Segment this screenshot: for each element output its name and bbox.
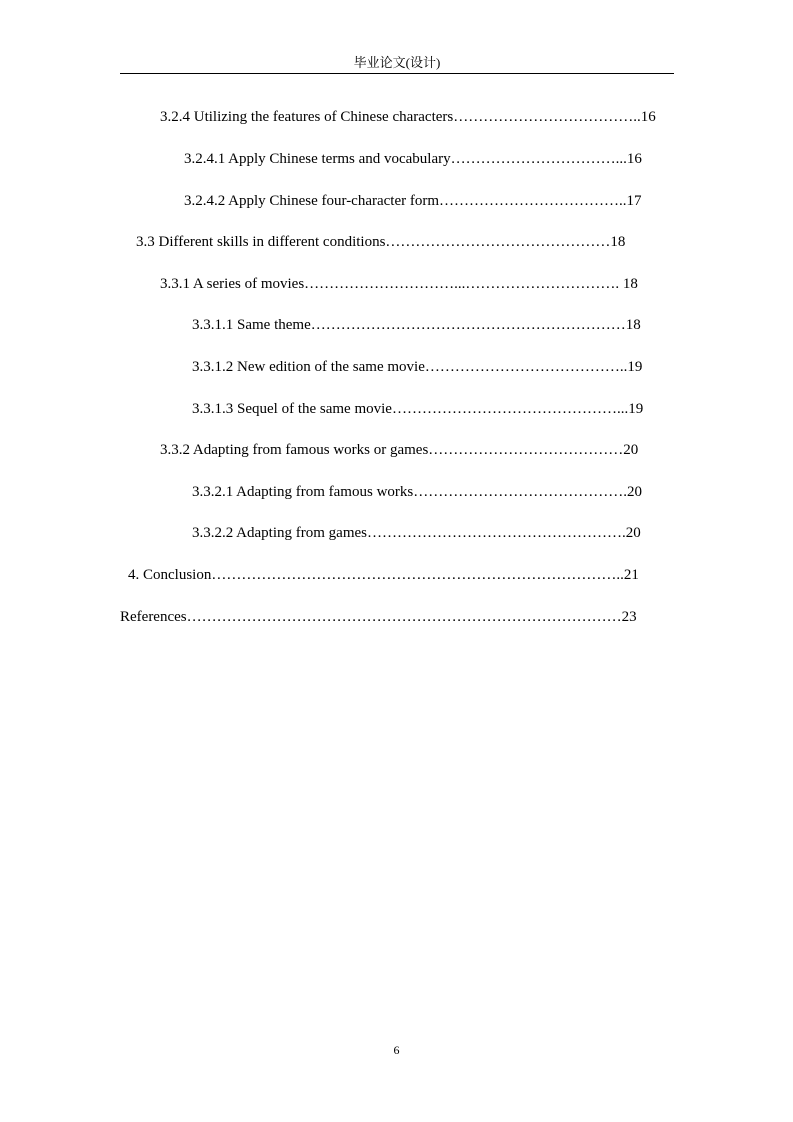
toc-entry-3-2-4-2[interactable]: 3.2.4.2 Apply Chinese four-character form………………………………..17: [184, 193, 642, 209]
toc-entry-3-2-4[interactable]: 3.2.4 Utilizing the features of Chinese characters………………………………..16: [160, 109, 656, 125]
toc-entry-3-3[interactable]: 3.3 Different skills in different conditions………………………………………18: [136, 234, 626, 250]
toc-entry-3-3-1-2[interactable]: 3.3.1.2 New edition of the same movie…………………………………..19: [192, 359, 643, 375]
toc-entry-3-3-2-2[interactable]: 3.3.2.2 Adapting from games…………………………………………….20: [192, 525, 641, 541]
toc-entry-3-3-1-1[interactable]: 3.3.1.1 Same theme………………………………………………………18: [192, 317, 641, 333]
page-number: 6: [393, 1043, 400, 1057]
toc-entry-3-3-2-1[interactable]: 3.3.2.1 Adapting from famous works…………………………………….20: [192, 484, 642, 500]
toc-entry-3-2-4-1[interactable]: 3.2.4.1 Apply Chinese terms and vocabulary……………………………...16: [184, 151, 642, 167]
toc-entry-4-conclusion[interactable]: 4. Conclusion………………………………………………………………………..21: [128, 567, 639, 583]
running-header: 毕业论文(设计): [353, 55, 441, 70]
toc-entry-3-3-2[interactable]: 3.3.2 Adapting from famous works or games…………………………………20: [160, 442, 639, 458]
header-divider: [120, 73, 674, 74]
toc-entry-3-3-1[interactable]: 3.3.1 A series of movies…………………………...…………………………. 18: [160, 276, 638, 292]
toc-entry-3-3-1-3[interactable]: 3.3.1.3 Sequel of the same movie………………………………………...19: [192, 401, 644, 417]
toc-entry-references[interactable]: References……………………………………………………………………………23: [120, 609, 637, 625]
